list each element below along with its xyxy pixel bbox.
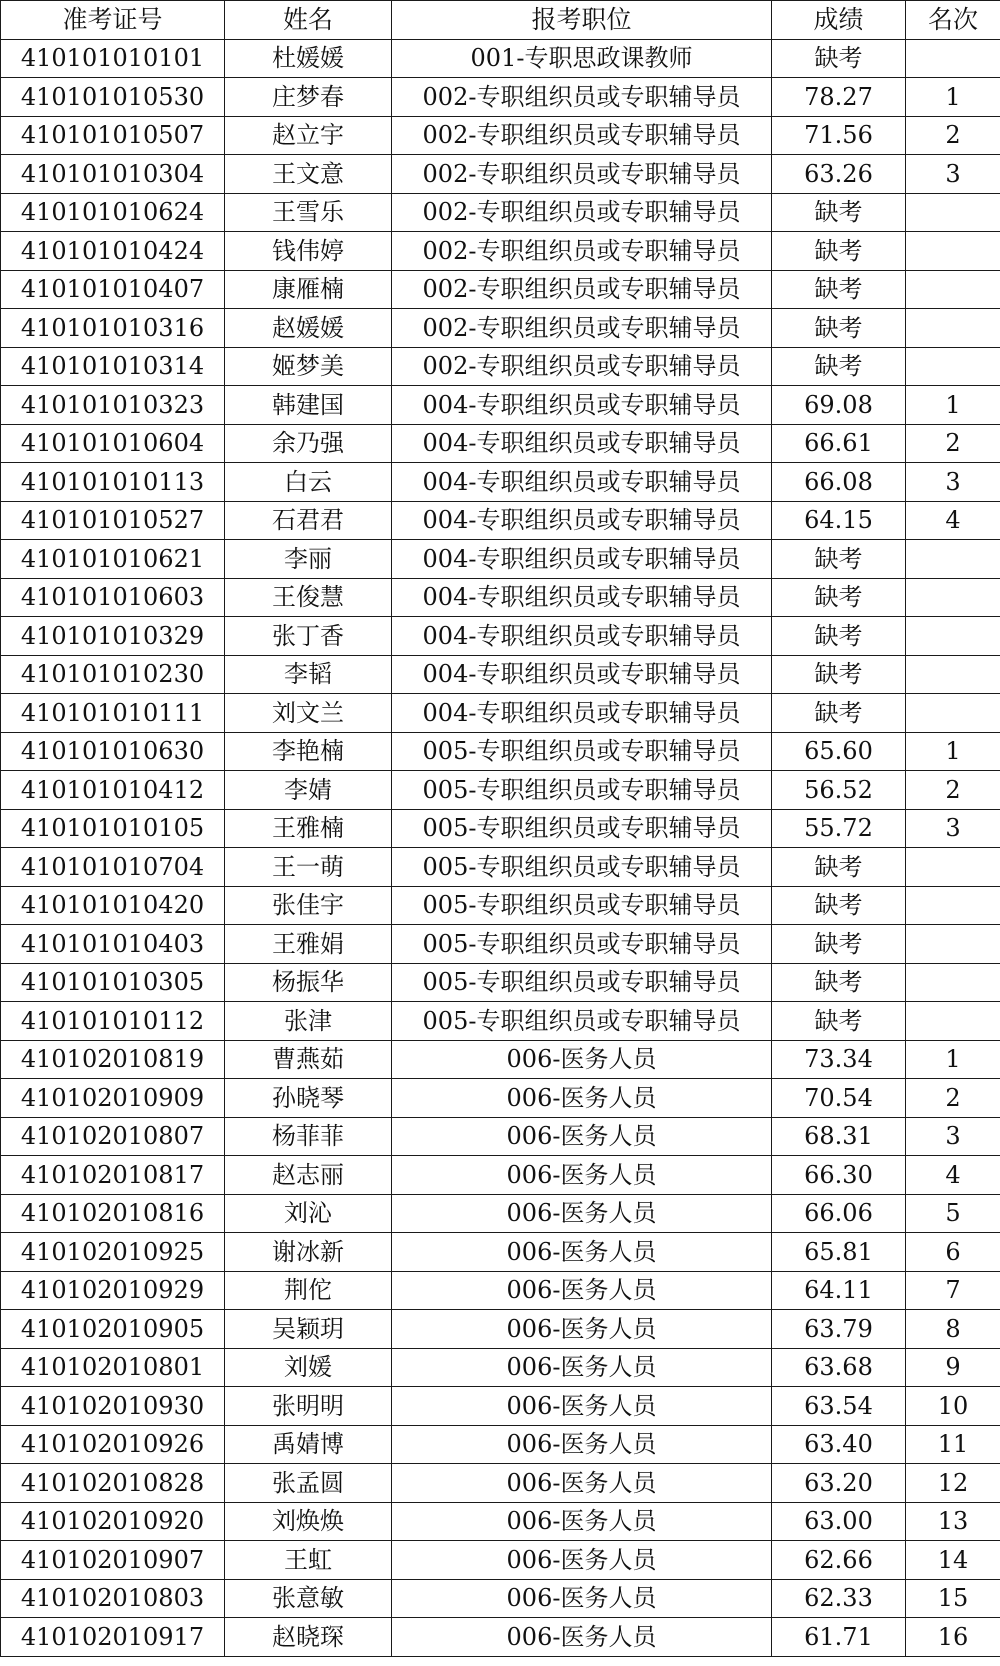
table-row (1, 732, 1000, 771)
cell-name: 韩建国 (225, 386, 392, 425)
cell-name: 杨振华 (225, 963, 392, 1002)
cell-position: 002-专职组织员或专职辅导员 (392, 309, 772, 348)
cell-score: 63.79 (772, 1310, 906, 1349)
table-row (1, 1002, 1000, 1041)
cell-name: 刘沁 (225, 1194, 392, 1233)
cell-name: 张丁香 (225, 617, 392, 656)
cell-exam-id: 410101010105 (1, 809, 225, 848)
cell-position: 002-专职组织员或专职辅导员 (392, 347, 772, 386)
cell-position: 002-专职组织员或专职辅导员 (392, 193, 772, 232)
cell-score: 68.31 (772, 1117, 906, 1156)
table-row (1, 694, 1000, 733)
cell-score: 缺考 (772, 270, 906, 309)
table-row (1, 463, 1000, 502)
cell-name: 张佳宇 (225, 886, 392, 925)
cell-exam-id: 410102010819 (1, 1040, 225, 1079)
cell-score: 缺考 (772, 232, 906, 271)
cell-rank: 16 (906, 1618, 1000, 1657)
cell-name: 钱伟婷 (225, 232, 392, 271)
cell-position: 004-专职组织员或专职辅导员 (392, 617, 772, 656)
cell-position: 004-专职组织员或专职辅导员 (392, 578, 772, 617)
cell-exam-id: 410102010920 (1, 1502, 225, 1541)
cell-rank: 2 (906, 771, 1000, 810)
cell-position: 005-专职组织员或专职辅导员 (392, 886, 772, 925)
cell-score: 缺考 (772, 540, 906, 579)
cell-rank (906, 232, 1000, 271)
cell-rank (906, 1002, 1000, 1041)
cell-score: 缺考 (772, 193, 906, 232)
cell-exam-id: 410102010926 (1, 1425, 225, 1464)
cell-score: 69.08 (772, 386, 906, 425)
cell-position: 004-专职组织员或专职辅导员 (392, 501, 772, 540)
cell-name: 张意敏 (225, 1579, 392, 1618)
cell-position: 006-医务人员 (392, 1348, 772, 1387)
cell-position: 005-专职组织员或专职辅导员 (392, 963, 772, 1002)
cell-exam-id: 410101010704 (1, 848, 225, 887)
cell-exam-id: 410101010316 (1, 309, 225, 348)
cell-score: 缺考 (772, 617, 906, 656)
cell-score: 63.40 (772, 1425, 906, 1464)
table-row (1, 1310, 1000, 1349)
cell-name: 禹婧博 (225, 1425, 392, 1464)
cell-position: 006-医务人员 (392, 1040, 772, 1079)
table-row (1, 1348, 1000, 1387)
cell-position: 006-医务人员 (392, 1079, 772, 1118)
cell-exam-id: 410101010624 (1, 193, 225, 232)
cell-score: 78.27 (772, 78, 906, 117)
cell-score: 66.08 (772, 463, 906, 502)
cell-position: 002-专职组织员或专职辅导员 (392, 155, 772, 194)
cell-name: 谢冰新 (225, 1233, 392, 1272)
cell-rank: 3 (906, 809, 1000, 848)
cell-position: 002-专职组织员或专职辅导员 (392, 270, 772, 309)
table-row (1, 270, 1000, 309)
cell-exam-id: 410101010621 (1, 540, 225, 579)
cell-score: 56.52 (772, 771, 906, 810)
cell-rank (906, 309, 1000, 348)
cell-name: 余乃强 (225, 424, 392, 463)
cell-position: 004-专职组织员或专职辅导员 (392, 386, 772, 425)
cell-rank (906, 270, 1000, 309)
cell-score: 缺考 (772, 694, 906, 733)
cell-name: 赵晓琛 (225, 1618, 392, 1657)
cell-score: 64.15 (772, 501, 906, 540)
table-row (1, 347, 1000, 386)
cell-rank: 3 (906, 463, 1000, 502)
cell-position: 006-医务人员 (392, 1464, 772, 1503)
cell-score: 65.81 (772, 1233, 906, 1272)
cell-rank: 1 (906, 78, 1000, 117)
cell-rank: 12 (906, 1464, 1000, 1503)
cell-score: 缺考 (772, 963, 906, 1002)
table-row (1, 1271, 1000, 1310)
cell-rank: 11 (906, 1425, 1000, 1464)
cell-score: 缺考 (772, 39, 906, 78)
cell-position: 001-专职思政课教师 (392, 39, 772, 78)
cell-score: 63.26 (772, 155, 906, 194)
table-row (1, 193, 1000, 232)
cell-rank: 1 (906, 1040, 1000, 1079)
cell-rank: 10 (906, 1387, 1000, 1426)
cell-name: 庄梦春 (225, 78, 392, 117)
cell-score: 缺考 (772, 1002, 906, 1041)
table-row (1, 617, 1000, 656)
cell-exam-id: 410102010801 (1, 1348, 225, 1387)
cell-position: 006-医务人员 (392, 1156, 772, 1195)
cell-exam-id: 410102010925 (1, 1233, 225, 1272)
cell-score: 缺考 (772, 309, 906, 348)
cell-name: 刘焕焕 (225, 1502, 392, 1541)
cell-rank: 6 (906, 1233, 1000, 1272)
cell-score: 55.72 (772, 809, 906, 848)
cell-exam-id: 410101010305 (1, 963, 225, 1002)
cell-exam-id: 410101010407 (1, 270, 225, 309)
cell-position: 006-医务人员 (392, 1579, 772, 1618)
table-row (1, 1541, 1000, 1580)
table-row (1, 1579, 1000, 1618)
cell-position: 006-医务人员 (392, 1541, 772, 1580)
cell-position: 002-专职组织员或专职辅导员 (392, 116, 772, 155)
table-row (1, 1233, 1000, 1272)
cell-exam-id: 410101010424 (1, 232, 225, 271)
cell-rank (906, 617, 1000, 656)
cell-rank (906, 963, 1000, 1002)
table-row (1, 78, 1000, 117)
cell-rank: 4 (906, 501, 1000, 540)
cell-rank: 5 (906, 1194, 1000, 1233)
table-body (1, 39, 1000, 1656)
cell-name: 王雪乐 (225, 193, 392, 232)
table-row (1, 39, 1000, 78)
cell-name: 李婧 (225, 771, 392, 810)
cell-score: 缺考 (772, 347, 906, 386)
cell-score: 缺考 (772, 925, 906, 964)
cell-exam-id: 410102010909 (1, 1079, 225, 1118)
table-row (1, 232, 1000, 271)
cell-position: 002-专职组织员或专职辅导员 (392, 232, 772, 271)
cell-score: 缺考 (772, 578, 906, 617)
cell-exam-id: 410101010403 (1, 925, 225, 964)
cell-position: 005-专职组织员或专职辅导员 (392, 1002, 772, 1041)
header-row (1, 1, 1000, 40)
cell-exam-id: 410102010803 (1, 1579, 225, 1618)
cell-rank (906, 655, 1000, 694)
cell-name: 吴颖玥 (225, 1310, 392, 1349)
table-row (1, 1040, 1000, 1079)
table-row (1, 424, 1000, 463)
table-row (1, 1079, 1000, 1118)
cell-score: 64.11 (772, 1271, 906, 1310)
cell-score: 63.00 (772, 1502, 906, 1541)
cell-exam-id: 410101010507 (1, 116, 225, 155)
cell-score: 63.20 (772, 1464, 906, 1503)
cell-position: 006-医务人员 (392, 1618, 772, 1657)
cell-exam-id: 410101010329 (1, 617, 225, 656)
cell-exam-id: 410101010630 (1, 732, 225, 771)
cell-rank: 3 (906, 155, 1000, 194)
cell-exam-id: 410101010314 (1, 347, 225, 386)
table-row (1, 848, 1000, 887)
header-exam-id: 准考证号 (1, 1, 225, 40)
table-row (1, 1117, 1000, 1156)
cell-exam-id: 410101010111 (1, 694, 225, 733)
cell-position: 006-医务人员 (392, 1117, 772, 1156)
cell-rank: 15 (906, 1579, 1000, 1618)
cell-exam-id: 410101010113 (1, 463, 225, 502)
table-row (1, 501, 1000, 540)
cell-rank: 4 (906, 1156, 1000, 1195)
table-row (1, 963, 1000, 1002)
cell-name: 刘文兰 (225, 694, 392, 733)
cell-position: 006-医务人员 (392, 1310, 772, 1349)
cell-score: 缺考 (772, 886, 906, 925)
table-row (1, 578, 1000, 617)
cell-name: 刘媛 (225, 1348, 392, 1387)
cell-exam-id: 410102010907 (1, 1541, 225, 1580)
cell-name: 石君君 (225, 501, 392, 540)
cell-name: 孙晓琴 (225, 1079, 392, 1118)
table-row (1, 925, 1000, 964)
cell-rank: 8 (906, 1310, 1000, 1349)
cell-exam-id: 410102010929 (1, 1271, 225, 1310)
cell-score: 66.61 (772, 424, 906, 463)
cell-rank (906, 848, 1000, 887)
cell-position: 004-专职组织员或专职辅导员 (392, 540, 772, 579)
cell-rank (906, 694, 1000, 733)
cell-position: 004-专职组织员或专职辅导员 (392, 463, 772, 502)
cell-score: 63.68 (772, 1348, 906, 1387)
cell-rank (906, 193, 1000, 232)
cell-rank (906, 540, 1000, 579)
cell-score: 缺考 (772, 655, 906, 694)
cell-exam-id: 410101010527 (1, 501, 225, 540)
cell-exam-id: 410102010905 (1, 1310, 225, 1349)
cell-position: 005-专职组织员或专职辅导员 (392, 925, 772, 964)
table-row (1, 1387, 1000, 1426)
cell-exam-id: 410102010828 (1, 1464, 225, 1503)
cell-name: 杜媛媛 (225, 39, 392, 78)
cell-exam-id: 410101010604 (1, 424, 225, 463)
table-header (1, 1, 1000, 40)
cell-name: 李韬 (225, 655, 392, 694)
cell-position: 005-专职组织员或专职辅导员 (392, 848, 772, 887)
cell-name: 王俊慧 (225, 578, 392, 617)
table-row (1, 309, 1000, 348)
cell-name: 王一萌 (225, 848, 392, 887)
cell-exam-id: 410101010603 (1, 578, 225, 617)
cell-exam-id: 410101010420 (1, 886, 225, 925)
cell-rank: 7 (906, 1271, 1000, 1310)
cell-position: 006-医务人员 (392, 1425, 772, 1464)
cell-position: 006-医务人员 (392, 1271, 772, 1310)
cell-name: 王虹 (225, 1541, 392, 1580)
cell-exam-id: 410102010930 (1, 1387, 225, 1426)
cell-exam-id: 410101010101 (1, 39, 225, 78)
cell-rank: 2 (906, 1079, 1000, 1118)
cell-name: 李艳楠 (225, 732, 392, 771)
header-position: 报考职位 (392, 1, 772, 40)
cell-position: 006-医务人员 (392, 1194, 772, 1233)
cell-name: 康雁楠 (225, 270, 392, 309)
cell-name: 姬梦美 (225, 347, 392, 386)
cell-name: 荆佗 (225, 1271, 392, 1310)
table-row (1, 771, 1000, 810)
cell-name: 赵立宇 (225, 116, 392, 155)
cell-name: 曹燕茹 (225, 1040, 392, 1079)
cell-exam-id: 410101010230 (1, 655, 225, 694)
cell-name: 王文意 (225, 155, 392, 194)
table-row (1, 655, 1000, 694)
table-row (1, 1464, 1000, 1503)
cell-score: 70.54 (772, 1079, 906, 1118)
cell-score: 66.06 (772, 1194, 906, 1233)
cell-score: 61.71 (772, 1618, 906, 1657)
cell-exam-id: 410101010323 (1, 386, 225, 425)
cell-rank: 14 (906, 1541, 1000, 1580)
cell-rank: 2 (906, 116, 1000, 155)
cell-rank: 2 (906, 424, 1000, 463)
table-row (1, 155, 1000, 194)
cell-rank: 13 (906, 1502, 1000, 1541)
cell-exam-id: 410101010304 (1, 155, 225, 194)
table-row (1, 540, 1000, 579)
cell-score: 73.34 (772, 1040, 906, 1079)
cell-score: 62.33 (772, 1579, 906, 1618)
table-row (1, 1156, 1000, 1195)
cell-name: 王雅楠 (225, 809, 392, 848)
header-name: 姓名 (225, 1, 392, 40)
cell-exam-id: 410102010807 (1, 1117, 225, 1156)
cell-exam-id: 410102010917 (1, 1618, 225, 1657)
cell-name: 赵媛媛 (225, 309, 392, 348)
header-rank: 名次 (906, 1, 1000, 40)
cell-position: 004-专职组织员或专职辅导员 (392, 655, 772, 694)
cell-score: 66.30 (772, 1156, 906, 1195)
cell-name: 白云 (225, 463, 392, 502)
cell-name: 李丽 (225, 540, 392, 579)
table-row (1, 1618, 1000, 1657)
cell-score: 62.66 (772, 1541, 906, 1580)
cell-position: 005-专职组织员或专职辅导员 (392, 771, 772, 810)
cell-position: 005-专职组织员或专职辅导员 (392, 809, 772, 848)
cell-rank: 1 (906, 386, 1000, 425)
cell-exam-id: 410101010112 (1, 1002, 225, 1041)
cell-name: 张孟圆 (225, 1464, 392, 1503)
cell-position: 006-医务人员 (392, 1387, 772, 1426)
cell-score: 65.60 (772, 732, 906, 771)
table-row (1, 1194, 1000, 1233)
table-row (1, 809, 1000, 848)
cell-exam-id: 410102010816 (1, 1194, 225, 1233)
cell-exam-id: 410101010412 (1, 771, 225, 810)
cell-position: 006-医务人员 (392, 1502, 772, 1541)
table-row (1, 886, 1000, 925)
cell-score: 71.56 (772, 116, 906, 155)
cell-rank: 1 (906, 732, 1000, 771)
cell-position: 002-专职组织员或专职辅导员 (392, 78, 772, 117)
cell-rank (906, 925, 1000, 964)
cell-name: 王雅娟 (225, 925, 392, 964)
cell-position: 005-专职组织员或专职辅导员 (392, 732, 772, 771)
cell-rank (906, 347, 1000, 386)
cell-rank (906, 886, 1000, 925)
cell-rank (906, 39, 1000, 78)
cell-position: 004-专职组织员或专职辅导员 (392, 694, 772, 733)
cell-position: 004-专职组织员或专职辅导员 (392, 424, 772, 463)
table-row (1, 386, 1000, 425)
cell-name: 赵志丽 (225, 1156, 392, 1195)
cell-exam-id: 410101010530 (1, 78, 225, 117)
cell-score: 缺考 (772, 848, 906, 887)
table-row (1, 1502, 1000, 1541)
cell-name: 杨菲菲 (225, 1117, 392, 1156)
cell-name: 张明明 (225, 1387, 392, 1426)
cell-rank (906, 578, 1000, 617)
cell-position: 006-医务人员 (392, 1233, 772, 1272)
cell-name: 张津 (225, 1002, 392, 1041)
table-row (1, 116, 1000, 155)
header-score: 成绩 (772, 1, 906, 40)
cell-score: 63.54 (772, 1387, 906, 1426)
cell-exam-id: 410102010817 (1, 1156, 225, 1195)
table-row (1, 1425, 1000, 1464)
cell-rank: 9 (906, 1348, 1000, 1387)
cell-rank: 3 (906, 1117, 1000, 1156)
